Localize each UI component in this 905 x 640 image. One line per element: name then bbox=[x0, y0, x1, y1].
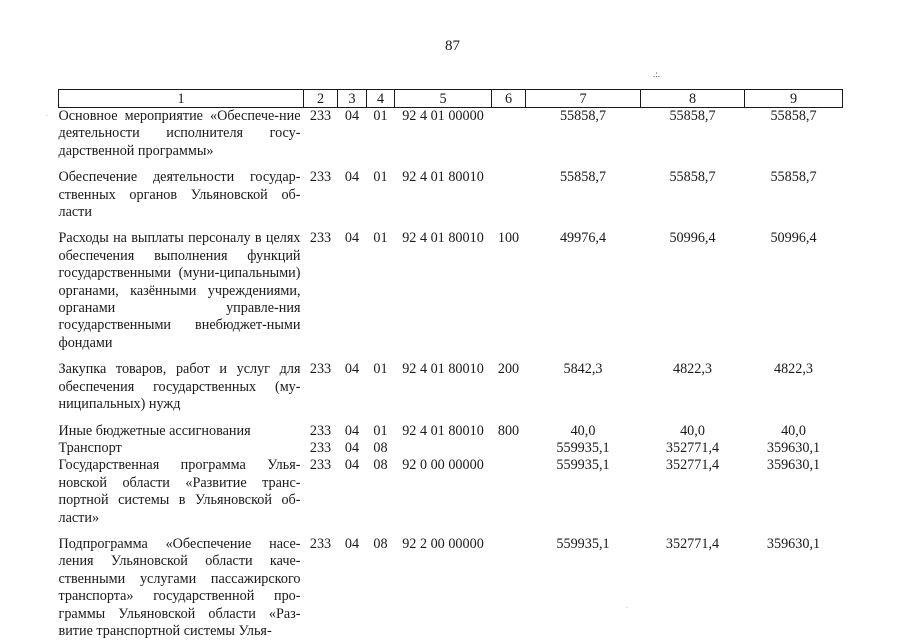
amount-col9: 4822,3 bbox=[773, 361, 813, 378]
amount-col8: 40,0 bbox=[680, 422, 705, 439]
amount-col9: 50996,4 bbox=[770, 230, 817, 247]
ministry-code: 233 bbox=[309, 169, 332, 186]
expense-type-code: 200 bbox=[497, 361, 520, 378]
expense-name: Обеспечение деятельности государ-ственных органов Ульяновской об-ласти bbox=[58, 169, 301, 221]
amount-col7: 49976,4 bbox=[559, 230, 607, 247]
amount-col8: 352771,4 bbox=[665, 457, 720, 474]
subsection-code: 01 bbox=[373, 108, 388, 124]
amount-col8: 50996,4 bbox=[669, 230, 716, 247]
budget-table bbox=[58, 89, 843, 640]
target-article-code: 92 4 01 80010 bbox=[402, 361, 484, 378]
amount-col8: 55858,7 bbox=[669, 169, 716, 186]
page-number: 87 bbox=[445, 38, 460, 54]
amount-col9: 55858,7 bbox=[770, 108, 817, 124]
section-code: 04 bbox=[344, 169, 360, 186]
expense-name: Транспорт bbox=[58, 439, 122, 456]
table-row bbox=[59, 423, 843, 440]
expense-type-code: 100 bbox=[497, 230, 520, 247]
section-code: 04 bbox=[344, 439, 360, 456]
column-header: 9 bbox=[745, 90, 843, 108]
amount-col8: 352771,4 bbox=[665, 439, 720, 456]
amount-col9: 359630,1 bbox=[766, 439, 821, 456]
section-code: 04 bbox=[344, 535, 360, 552]
expense-type-code bbox=[492, 536, 526, 640]
scan-speck: · bbox=[626, 605, 628, 611]
amount-col8: 55858,7 bbox=[669, 108, 716, 124]
expense-type-code bbox=[492, 440, 526, 457]
amount-col9: 40,0 bbox=[781, 422, 806, 439]
ministry-code: 233 bbox=[309, 439, 332, 456]
subsection-code: 08 bbox=[373, 535, 388, 552]
scan-speck: .:. bbox=[653, 69, 661, 79]
expense-type-code bbox=[492, 457, 526, 536]
subsection-code: 01 bbox=[373, 169, 388, 186]
section-code: 04 bbox=[344, 457, 360, 474]
table-row bbox=[59, 440, 843, 457]
target-article-code: 92 0 00 00000 bbox=[402, 457, 484, 474]
ministry-code: 233 bbox=[309, 230, 332, 247]
column-header: 7 bbox=[526, 90, 641, 108]
amount-col9: 359630,1 bbox=[766, 535, 821, 552]
subsection-code: 01 bbox=[373, 422, 388, 439]
expense-name: Закупка товаров, работ и услуг для обеспечения государственных (му-ниципальных) нужд bbox=[58, 361, 301, 413]
column-header: 4 bbox=[367, 90, 395, 108]
column-header: 3 bbox=[338, 90, 367, 108]
target-article-code bbox=[395, 440, 492, 457]
subsection-code: 08 bbox=[373, 457, 388, 474]
ministry-code: 233 bbox=[309, 422, 332, 439]
amount-col9: 55858,7 bbox=[770, 169, 817, 186]
table-row bbox=[59, 536, 843, 640]
ministry-code: 233 bbox=[309, 361, 332, 378]
amount-col7: 5842,3 bbox=[563, 361, 603, 378]
subsection-code: 08 bbox=[373, 439, 388, 456]
expense-name: Расходы на выплаты персоналу в целях обеспечения выполнения функций государственными (муни-ципальными) органами, казёнными учреждениями, органами управле-ния государственными внебюджет-ными фондами bbox=[58, 230, 301, 351]
table-row bbox=[59, 169, 843, 230]
table-header-row bbox=[59, 90, 843, 108]
section-code: 04 bbox=[344, 108, 360, 124]
amount-col7: 559935,1 bbox=[556, 457, 610, 474]
amount-col7: 55858,7 bbox=[559, 169, 607, 186]
expense-type-code: 800 bbox=[497, 422, 520, 439]
ministry-code: 233 bbox=[309, 457, 332, 474]
expense-name: Подпрограмма «Обеспечение насе-ления Ульяновской области каче-ственными услугами пассажирского транспорта» государственной про-граммы Ульяновской области «Раз-витие транспортной системы Улья- bbox=[58, 535, 301, 639]
amount-col9: 359630,1 bbox=[766, 457, 821, 474]
expense-name: Государственная программа Улья-новской области «Развитие транс-портной системы в Ульяновской об-ласти» bbox=[58, 457, 301, 526]
amount-col8: 352771,4 bbox=[665, 535, 720, 552]
amount-col7: 559935,1 bbox=[556, 535, 610, 552]
expense-type-code bbox=[492, 108, 526, 170]
amount-col7: 559935,1 bbox=[556, 439, 610, 456]
expense-type-code bbox=[492, 169, 526, 230]
table-row bbox=[59, 230, 843, 361]
target-article-code: 92 4 01 80010 bbox=[402, 230, 484, 247]
expense-name: Иные бюджетные ассигнования bbox=[58, 422, 251, 439]
column-header: 8 bbox=[641, 90, 745, 108]
subsection-code: 01 bbox=[373, 361, 388, 378]
target-article-code: 92 2 00 00000 bbox=[402, 535, 484, 552]
column-header: 6 bbox=[492, 90, 526, 108]
section-code: 04 bbox=[344, 230, 360, 247]
subsection-code: 01 bbox=[373, 230, 388, 247]
table-row bbox=[59, 457, 843, 536]
amount-col7: 55858,7 bbox=[559, 108, 607, 124]
amount-col7: 40,0 bbox=[570, 422, 596, 439]
target-article-code: 92 4 01 80010 bbox=[402, 422, 484, 439]
target-article-code: 92 4 01 00000 bbox=[402, 108, 484, 124]
amount-col8: 4822,3 bbox=[672, 361, 712, 378]
ministry-code: 233 bbox=[309, 108, 332, 124]
target-article-code: 92 4 01 80010 bbox=[402, 169, 484, 186]
table-row bbox=[59, 361, 843, 422]
section-code: 04 bbox=[344, 422, 360, 439]
scan-speck: · bbox=[46, 113, 48, 119]
column-header: 5 bbox=[395, 90, 492, 108]
column-header: 1 bbox=[59, 90, 304, 108]
section-code: 04 bbox=[344, 361, 360, 378]
expense-name: Основное мероприятие «Обеспече-ние деятельности исполнителя госу-дарственной программы» bbox=[58, 108, 301, 159]
column-header: 2 bbox=[304, 90, 338, 108]
ministry-code: 233 bbox=[309, 535, 332, 552]
table-row bbox=[59, 108, 843, 170]
